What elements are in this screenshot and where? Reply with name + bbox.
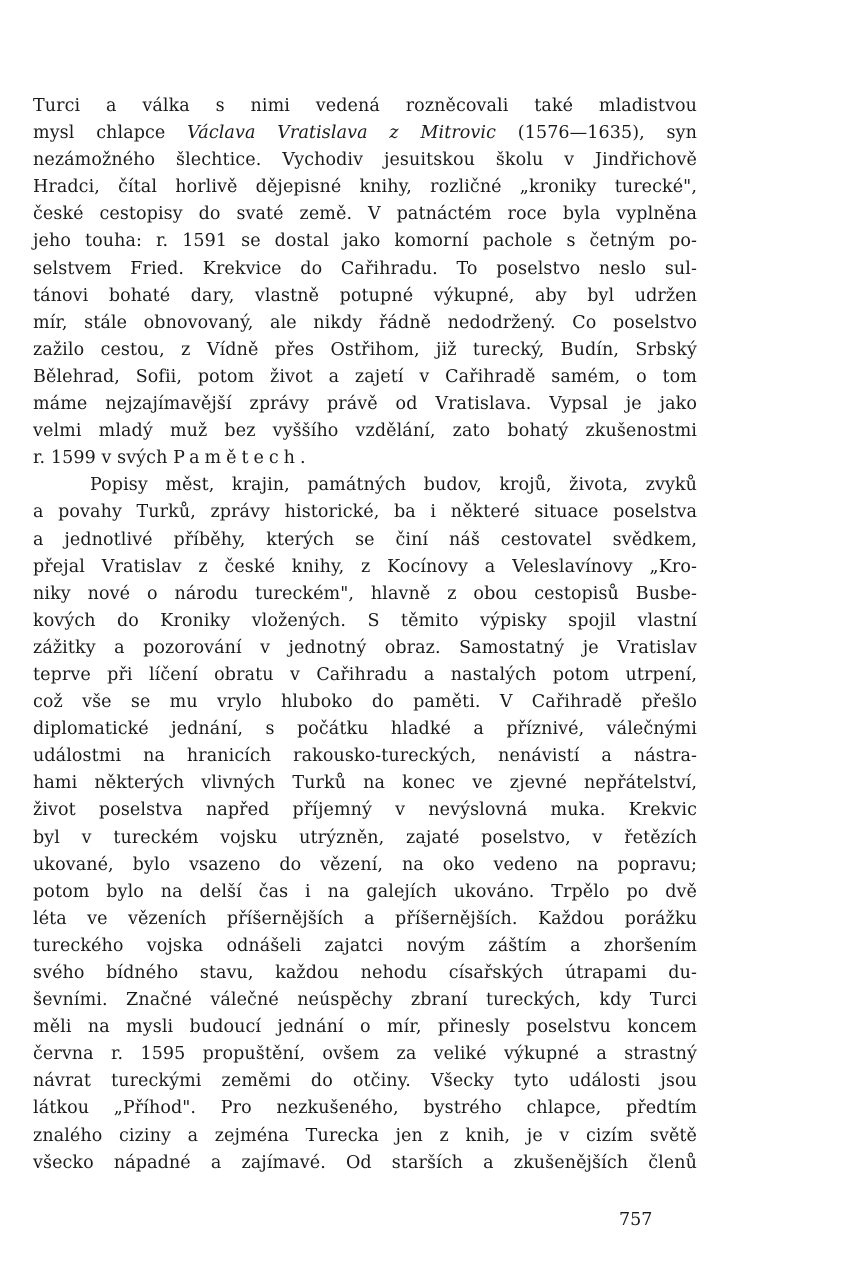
text-line [33, 391, 697, 418]
text-line [33, 256, 697, 283]
text-line [33, 283, 697, 310]
spaced-title: Pamětech [173, 448, 300, 469]
text-line-segment: ukované, bylo vsazeno do vězení, na oko vedeno na popravu; [33, 854, 697, 875]
text-line-segment: zažilo cestou, z Vídně přes Ostřihom, již turecký, Budín, Srbský [33, 339, 697, 360]
text-line-segment: znalého ciziny a zejména Turecka jen z knih, je v cizím světě [33, 1125, 697, 1146]
text-line [33, 499, 697, 526]
text-line-segment: kových do Kroniky vložených. S těmito výpisky spojil vlastní [33, 610, 697, 631]
text-line [33, 1150, 697, 1177]
text-line [33, 987, 697, 1014]
text-line-segment: byl v tureckém vojsku utrýzněn, zajaté poselstvo, v řetězích [33, 827, 697, 848]
text-line-segment: látkou „Příhod". Pro nezkušeného, bystrého chlapce, předtím [33, 1098, 697, 1119]
text-line [33, 147, 697, 174]
text-line [33, 716, 697, 743]
text-line-segment: selstvem Fried. Krekvice do Cařihradu. To poselstvo neslo sul- [33, 258, 697, 279]
text-line [33, 554, 697, 581]
text-line-segment: přejal Vratislav z české knihy, z Kocínovy a Veleslavínovy „Kro- [33, 556, 697, 577]
text-line-segment: (1576—1635), syn [496, 123, 697, 144]
text-line-segment: léta ve vězeních příšernějších a příšernějších. Každou porážku [33, 908, 697, 929]
text-line [33, 1014, 697, 1041]
text-line [33, 770, 697, 797]
text-line [33, 825, 697, 852]
text-line-segment: diplomatické jednání, s počátku hladké a příznivé, válečnými [33, 719, 697, 740]
text-line-segment: život poselstva napřed příjemný v nevýslovná muka. Krekvic [33, 800, 697, 821]
text-line-segment: jeho touha: r. 1591 se dostal jako komorní pachole s četným po- [33, 231, 697, 252]
text-line [33, 445, 697, 472]
text-line [33, 662, 697, 689]
text-line [33, 852, 697, 879]
text-line-segment: Hradci, čítal horlivě dějepisné knihy, rozličné „kroniky turecké", [33, 177, 697, 198]
text-line [33, 635, 697, 662]
text-line-segment: r. 1599 v svých [33, 448, 174, 469]
text-line-segment: svého bídného stavu, každou nehodu císařských útrapami du- [33, 963, 697, 983]
text-line-segment: návrat tureckými zeměmi do otčiny. Všecky tyto události jsou [33, 1071, 697, 1092]
text-line-segment: . [299, 448, 306, 469]
text-line-segment: tánovi bohaté dary, vlastně potupné výkupné, aby byl udržen [33, 285, 697, 306]
text-line-segment: Turci a válka s nimi vedená rozněcovali také mladistvou [33, 96, 697, 116]
text-line-segment: máme nejzajímavější zprávy právě od Vratislava. Vypsal je jako [33, 394, 697, 415]
text-line-segment: Popisy měst, krajin, památných budov, krojů, života, zvyků [90, 475, 697, 496]
text-line-segment: což vše se mu vrylo hluboko do paměti. V Cařihradě přešlo [33, 692, 697, 713]
text-line [33, 120, 697, 147]
text-line [33, 689, 697, 716]
text-line [33, 93, 697, 120]
text-line [33, 418, 697, 445]
text-line-segment: událostmi na hranicích rakousko-tureckých, nenávistí a nástra- [33, 746, 697, 767]
text-line-segment: mysl chlapce [33, 123, 188, 144]
text-line-segment: potom bylo na delší čas i na galejích ukováno. Trpělo po dvě [33, 881, 697, 902]
text-line [33, 879, 697, 906]
text-line [33, 228, 697, 255]
text-line-segment: a povahy Turků, zprávy historické, ba i některé situace poselstva [33, 502, 697, 523]
text-line [33, 472, 697, 499]
body-text [33, 93, 697, 1177]
text-line-segment: Bělehrad, Sofii, potom život a zajetí v Cařihradě samém, o tom [33, 366, 697, 387]
text-line [33, 201, 697, 228]
text-line [33, 743, 697, 770]
text-line [33, 174, 697, 201]
text-line-segment: měli na mysli budoucí jednání o mír, přinesly poselstvu koncem [33, 1017, 697, 1038]
text-line-segment: nezámožného šlechtice. Vychodiv jesuitskou školu v Jindřichově [33, 150, 697, 171]
text-line [33, 581, 697, 608]
text-line-segment: mír, stále obnovovaný, ale nikdy řádně nedodržený. Co poselstvo [33, 312, 697, 333]
text-line [33, 364, 697, 391]
text-line [33, 1095, 697, 1122]
text-line-segment: ševními. Značné válečné neúspěchy zbraní tureckých, kdy Turci [33, 990, 697, 1011]
text-line [33, 797, 697, 824]
text-line [33, 906, 697, 933]
italic-name: Václava Vratislava z Mitrovic [187, 123, 497, 144]
text-line [33, 960, 697, 987]
text-line [33, 527, 697, 554]
text-line-segment: teprve při líčení obratu v Cařihradu a nastalých potom utrpení, [33, 664, 697, 685]
text-line [33, 1041, 697, 1068]
text-line-segment: hami některých vlivných Turků na konec ve zjevné nepřátelství, [33, 773, 697, 794]
text-line-segment: niky nové o národu tureckém", hlavně z obou cestopisů Busbe- [33, 583, 697, 604]
text-line-segment: české cestopisy do svaté země. V patnáctém roce byla vyplněna [33, 204, 697, 225]
text-line [33, 310, 697, 337]
text-line [33, 608, 697, 635]
text-line-segment: tureckého vojska odnášeli zajatci novým záštím a zhoršením [33, 935, 697, 956]
text-line-segment: června r. 1595 propuštění, ovšem za veliké výkupné a strastný [33, 1044, 697, 1065]
text-line [33, 1123, 697, 1150]
text-line-segment: velmi mladý muž bez vyššího vzdělání, zato bohatý zkušenostmi [33, 421, 697, 442]
text-line [33, 337, 697, 364]
text-line [33, 933, 697, 960]
text-line-segment: a jednotlivé příběhy, kterých se činí náš cestovatel svědkem, [33, 529, 697, 550]
page-number: 757 [619, 1210, 653, 1230]
text-line-segment: všecko nápadné a zajímavé. Od starších a zkušenějších členů [33, 1152, 697, 1173]
text-line [33, 1068, 697, 1095]
text-line-segment: zážitky a pozorování v jednotný obraz. Samostatný je Vratislav [33, 637, 697, 658]
